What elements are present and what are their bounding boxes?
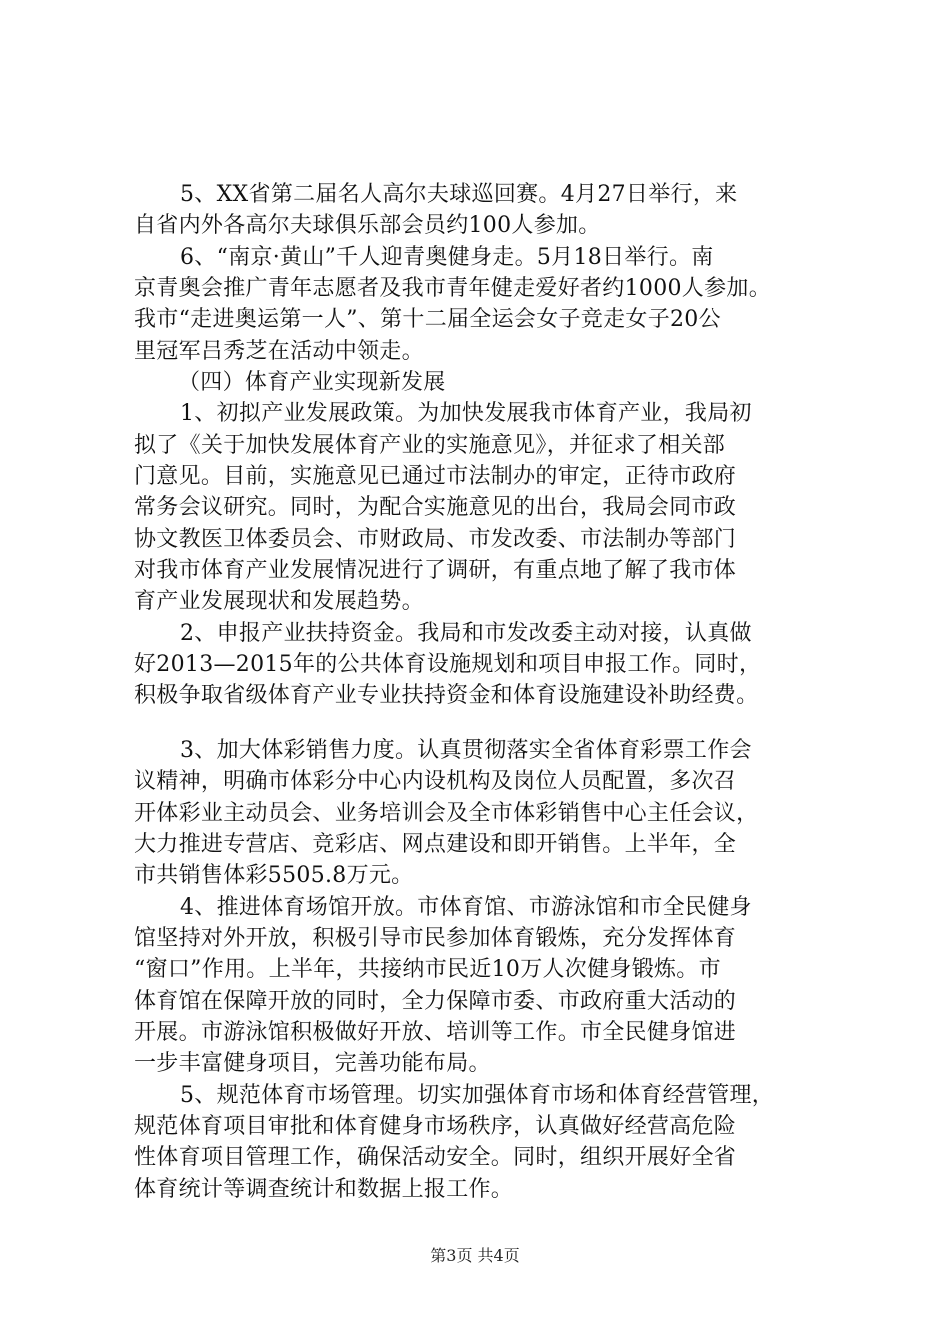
text-line: 开体彩业主动员会、业务培训会及全市体彩销售中心主任会议，: [134, 801, 759, 826]
text-line: 1、初拟产业发展政策。为加快发展我市体育产业，我局初: [180, 401, 752, 426]
text-line: 开展。市游泳馆积极做好开放、培训等工作。市全民健身馆进: [134, 1020, 737, 1045]
text-line: 规范体育项目审批和体育健身市场秩序，认真做好经营高危险: [134, 1114, 737, 1139]
text-line: 我市“走进奥运第一人”、第十二届全运会女子竞走女子20公: [134, 307, 721, 332]
text-line: 体育馆在保障开放的同时，全力保障市委、市政府重大活动的: [134, 989, 737, 1014]
text-line: 3、加大体彩销售力度。认真贯彻落实全省体育彩票工作会: [180, 738, 752, 763]
text-line: 4、推进体育场馆开放。市体育馆、市游泳馆和市全民健身: [180, 895, 752, 920]
text-line: 5、XX省第二届名人高尔夫球巡回赛。4月27日举行，来: [180, 182, 738, 207]
text-line: “窗口”作用。上半年，共接纳市民近10万人次健身锻炼。市: [134, 957, 721, 982]
text-line: 体育统计等调查统计和数据上报工作。: [134, 1177, 514, 1202]
text-line: 育产业发展现状和发展趋势。: [134, 589, 424, 614]
text-line: 好2013—2015年的公共体育设施规划和项目申报工作。同时，: [134, 652, 762, 677]
text-line: 性体育项目管理工作，确保活动安全。同时，组织开展好全省: [134, 1145, 737, 1170]
text-line: 拟了《关于加快发展体育产业的实施意见》，并征求了相关部: [134, 433, 726, 458]
text-line: 5、规范体育市场管理。切实加强体育市场和体育经营管理，: [180, 1083, 775, 1108]
text-line: 积极争取省级体育产业专业扶持资金和体育设施建设补助经费。: [134, 683, 759, 708]
text-line: 协文教医卫体委员会、市财政局、市发改委、市法制办等部门: [134, 527, 737, 552]
text-line: 馆坚持对外开放，积极引导市民参加体育锻炼，充分发挥体育: [134, 926, 737, 951]
text-line: 2、申报产业扶持资金。我局和市发改委主动对接，认真做: [180, 621, 752, 646]
text-line: 自省内外各高尔夫球俱乐部会员约100人参加。: [134, 213, 601, 238]
text-line: 议精神，明确市体彩分中心内设机构及岗位人员配置，多次召: [134, 769, 737, 794]
text-line: 6、“南京·黄山”千人迎青奥健身走。5月18日举行。南: [180, 245, 714, 270]
text-line: 门意见。目前，实施意见已通过市法制办的审定，正待市政府: [134, 464, 737, 489]
text-line: 大力推进专营店、竞彩店、网点建设和即开销售。上半年，全: [134, 832, 737, 857]
text-line: 对我市体育产业发展情况进行了调研，有重点地了解了我市体: [134, 558, 737, 583]
text-line: 市共销售体彩5505.8万元。: [134, 863, 414, 888]
text-line: 里冠军吕秀芝在活动中领走。: [134, 339, 424, 364]
page-number-footer: 第3页 共4页: [430, 1246, 520, 1265]
text-line: 常务会议研究。同时，为配合实施意见的出台，我局会同市政: [134, 495, 737, 520]
text-line: 京青奥会推广青年志愿者及我市青年健走爱好者约1000人参加。: [134, 276, 771, 301]
text-line: 一步丰富健身项目，完善功能布局。: [134, 1051, 491, 1076]
section-heading: （四）体育产业实现新发展: [178, 370, 446, 395]
